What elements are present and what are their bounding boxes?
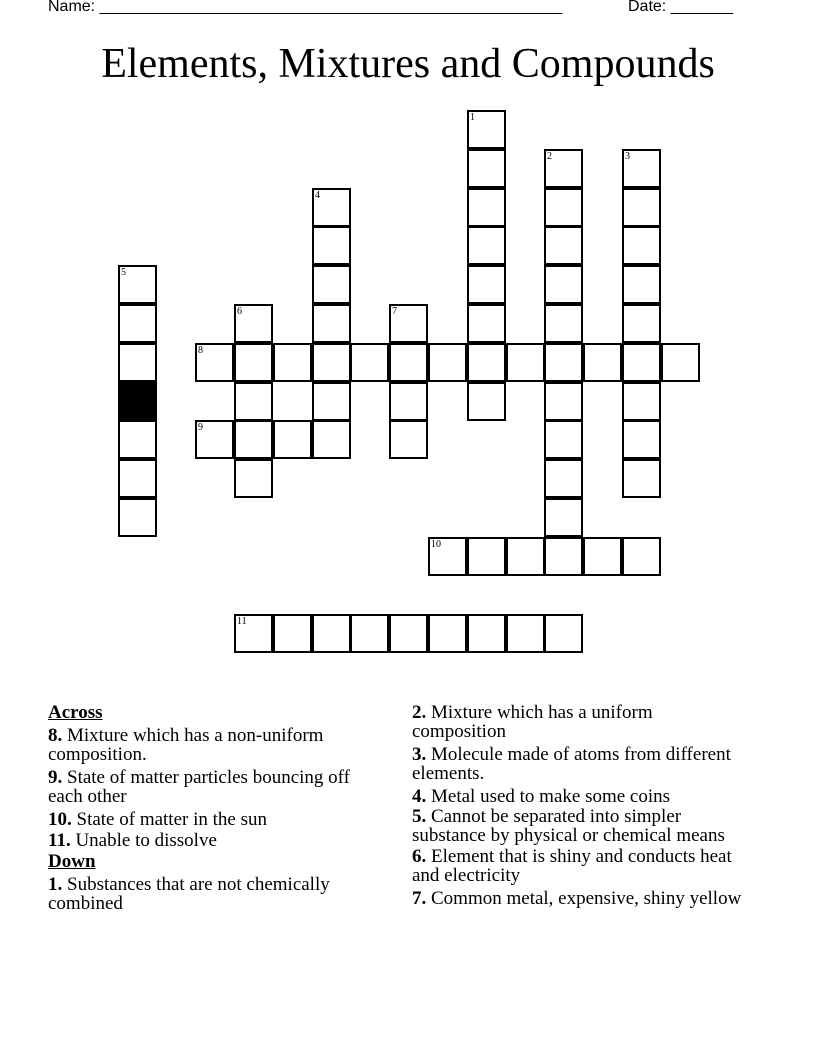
clue-text: Mixture which has a non-uniform composition. [48, 725, 324, 765]
down-heading: Down [48, 851, 96, 872]
clue-text: State of matter in the sun [76, 809, 267, 830]
crossword-cell[interactable] [544, 459, 583, 498]
clue-text: Element that is shiny and conducts heat and electricity [412, 846, 732, 886]
crossword-cell[interactable] [195, 420, 234, 459]
crossword-cell[interactable] [195, 343, 234, 382]
name-line[interactable]: Name: ____________________________________________________ [48, 0, 563, 15]
crossword-cell[interactable] [118, 498, 157, 537]
crossword-cell[interactable] [583, 537, 622, 576]
crossword-cell[interactable] [273, 343, 312, 382]
crossword-cell[interactable] [273, 420, 312, 459]
clue-text: State of matter particles bouncing off each other [48, 767, 350, 807]
crossword-cell[interactable] [622, 382, 661, 421]
black-square [118, 382, 157, 421]
crossword-cell[interactable] [467, 343, 506, 382]
crossword-cell[interactable] [118, 420, 157, 459]
crossword-cell[interactable] [622, 420, 661, 459]
clue-number-label: 10 [431, 539, 441, 550]
clue-number-label: 6 [237, 306, 242, 317]
clue-text: Metal used to make some coins [431, 786, 671, 807]
crossword-cell[interactable] [544, 343, 583, 382]
crossword-cell[interactable] [622, 304, 661, 343]
crossword-cell[interactable] [622, 188, 661, 227]
crossword-cell[interactable] [467, 110, 506, 149]
clues-right-column [412, 703, 747, 912]
crossword-cell[interactable] [312, 226, 351, 265]
crossword-cell[interactable] [467, 226, 506, 265]
crossword-cell[interactable] [661, 343, 700, 382]
crossword-cell[interactable] [118, 304, 157, 343]
clue-number: 10. [48, 809, 72, 830]
crossword-cell[interactable] [467, 382, 506, 421]
clue-text: Cannot be separated into simpler substance by physical or chemical means [412, 806, 725, 846]
across-heading: Across [48, 702, 103, 723]
crossword-cell[interactable] [506, 537, 545, 576]
puzzle-title: Elements, Mixtures and Compounds [101, 41, 715, 87]
crossword-cell[interactable] [622, 459, 661, 498]
crossword-cell[interactable] [350, 614, 389, 653]
crossword-cell[interactable] [544, 498, 583, 537]
crossword-cell[interactable] [234, 420, 273, 459]
clue-text: Substances that are not chemically combined [48, 874, 330, 914]
clue-number: 9. [48, 767, 63, 788]
crossword-cell[interactable] [622, 537, 661, 576]
crossword-cell[interactable] [389, 614, 428, 653]
crossword-cell[interactable] [118, 343, 157, 382]
crossword-cell[interactable] [622, 343, 661, 382]
clue-number-label: 4 [315, 190, 320, 201]
crossword-cell[interactable] [544, 382, 583, 421]
crossword-cell[interactable] [234, 459, 273, 498]
crossword-cell[interactable] [467, 537, 506, 576]
crossword-cell[interactable] [234, 614, 273, 653]
clue-number: 4. [412, 786, 427, 807]
crossword-cell[interactable] [118, 265, 157, 304]
clue-number: 5. [412, 806, 427, 827]
crossword-cell[interactable] [234, 382, 273, 421]
crossword-cell[interactable] [467, 614, 506, 653]
crossword-cell[interactable] [312, 343, 351, 382]
date-line[interactable]: Date: _______ [628, 0, 733, 15]
clue-down-6 [412, 847, 747, 885]
crossword-cell[interactable] [544, 226, 583, 265]
clue-down-1 [48, 875, 378, 913]
crossword-cell[interactable] [622, 265, 661, 304]
crossword-cell[interactable] [234, 304, 273, 343]
crossword-cell[interactable] [312, 382, 351, 421]
clue-down-4 [412, 787, 747, 806]
crossword-cell[interactable] [312, 420, 351, 459]
crossword-cell[interactable] [312, 188, 351, 227]
clue-across-11 [48, 831, 378, 850]
clue-number-label: 5 [121, 267, 126, 278]
crossword-cell[interactable] [583, 343, 622, 382]
clue-across-10 [48, 810, 378, 829]
crossword-cell[interactable] [544, 188, 583, 227]
clue-across-9 [48, 768, 378, 806]
clue-across-8 [48, 726, 378, 764]
crossword-cell[interactable] [467, 188, 506, 227]
crossword-cell[interactable] [389, 343, 428, 382]
clues-left-column [48, 703, 378, 917]
crossword-cell[interactable] [389, 304, 428, 343]
crossword-cell[interactable] [273, 614, 312, 653]
crossword-cell[interactable] [506, 614, 545, 653]
clue-number: 8. [48, 725, 63, 746]
crossword-cell[interactable] [389, 382, 428, 421]
crossword-cell[interactable] [544, 265, 583, 304]
crossword-cell[interactable] [467, 149, 506, 188]
crossword-cell[interactable] [544, 537, 583, 576]
crossword-cell[interactable] [544, 614, 583, 653]
crossword-cell[interactable] [544, 304, 583, 343]
clue-number-label: 9 [198, 422, 203, 433]
clue-number: 1. [48, 874, 63, 895]
clue-text: Mixture which has a uniform composition [412, 702, 653, 742]
crossword-cell[interactable] [389, 420, 428, 459]
clue-down-5 [412, 807, 747, 845]
crossword-cell[interactable] [428, 343, 467, 382]
clue-number: 6. [412, 846, 427, 867]
clue-number: 2. [412, 702, 427, 723]
crossword-cell[interactable] [428, 614, 467, 653]
crossword-cell[interactable] [506, 343, 545, 382]
crossword-cell[interactable] [544, 149, 583, 188]
crossword-cell[interactable] [312, 614, 351, 653]
crossword-cell[interactable] [312, 265, 351, 304]
clue-text: Molecule made of atoms from different elements. [412, 744, 731, 784]
crossword-cell[interactable] [467, 304, 506, 343]
clue-number-label: 3 [625, 151, 630, 162]
clue-text: Common metal, expensive, shiny yellow [431, 888, 742, 909]
crossword-cell[interactable] [428, 537, 467, 576]
clue-down-2 [412, 703, 747, 741]
crossword-cell[interactable] [118, 459, 157, 498]
clue-number-label: 11 [237, 616, 247, 627]
clue-text: Unable to dissolve [75, 830, 217, 851]
clue-number-label: 8 [198, 345, 203, 356]
clue-down-3 [412, 745, 747, 783]
crossword-cell[interactable] [350, 343, 389, 382]
crossword-cell[interactable] [622, 226, 661, 265]
crossword-cell[interactable] [467, 265, 506, 304]
clue-number: 11. [48, 830, 71, 851]
crossword-cell[interactable] [544, 420, 583, 459]
clue-number-label: 1 [470, 112, 475, 123]
crossword-cell[interactable] [312, 304, 351, 343]
clue-number: 3. [412, 744, 427, 765]
crossword-cell[interactable] [622, 149, 661, 188]
clue-number: 7. [412, 888, 427, 909]
clue-number-label: 7 [392, 306, 397, 317]
clue-number-label: 2 [547, 151, 552, 162]
clue-down-7 [412, 889, 747, 908]
crossword-cell[interactable] [234, 343, 273, 382]
